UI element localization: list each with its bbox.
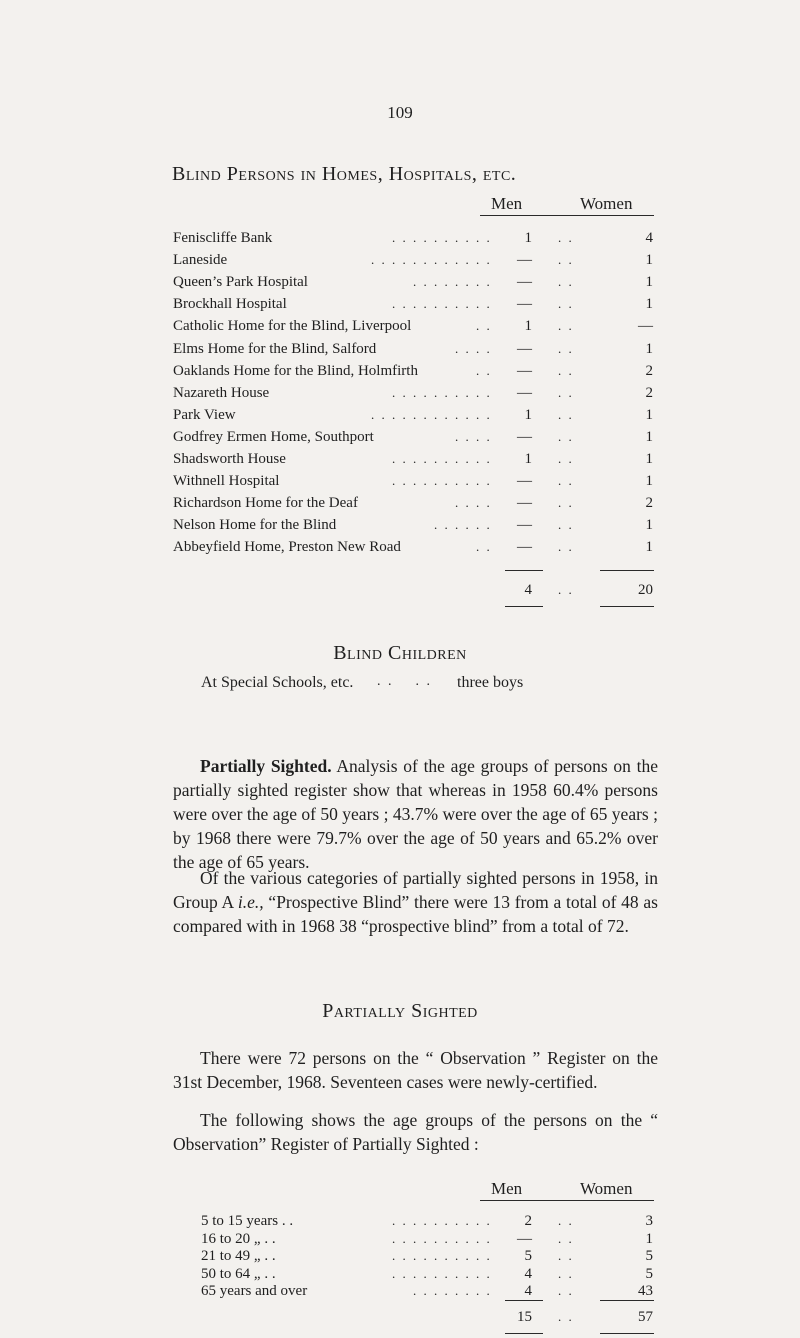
table-row [0,1230,800,1248]
row-men: — [517,428,532,445]
row-men: — [517,517,532,534]
row-men: — [517,274,532,291]
row-women: 1 [645,406,653,423]
row-leader-dots: . . . . . . . . . . [392,1265,492,1281]
row-men: — [517,362,532,379]
row-leader-dots: . . [476,539,492,555]
table2-total-men: 15 [517,1309,532,1325]
row-label: Laneside [173,252,228,269]
paragraph-text: Analysis of the age groups of persons on the partially sighted register show that whereas in 1958 60.4% persons were over the age of 50 years ; 43.7% were over the age of 65 years ; by 1968 there were 79.7% over the age of 50 years and 65.2% over the age of 65 years. [173,756,658,872]
table1-title: Blind Persons in Homes, Hospitals, etc. [172,163,517,185]
row-men: — [517,495,532,512]
table1-total-dots: . . [558,582,574,597]
row-men: 2 [524,1213,532,1229]
row-women: 4 [645,230,653,246]
table-row [0,516,800,534]
row-men: 1 [524,318,532,335]
table-row [0,1212,800,1230]
row-label: Queen’s Park Hospital [173,274,308,291]
table1-col-women: Women [580,194,633,213]
table-row [0,1282,800,1300]
row-women: — [638,318,653,335]
row-leader-dots: . . . . . . . . . . [392,1213,492,1228]
row-men: — [517,539,532,556]
row-label: 50 to 64 „ . . [201,1265,276,1282]
row-label: Richardson Home for the Deaf [173,495,358,512]
table1-total-men: 4 [524,582,532,598]
paragraph-observation-register [173,1046,658,1094]
table-row [0,1265,800,1283]
row-leader-dots: . . . . . . . . . . [392,230,492,245]
paragraph-text: The following shows the age groups of the persons on the “ Observation” Register of Partially Sighted : [173,1110,658,1154]
row-label: Nelson Home for the Blind [173,517,337,534]
row-leader-dots: . . . . . . [434,517,492,533]
row-men: 1 [524,406,532,423]
section-partially-sighted-title: Partially Sighted [322,1000,478,1022]
row-women: 1 [645,517,653,534]
table-row [0,494,800,512]
row-mid-dots: . . [558,362,574,378]
table-row [0,472,800,490]
paragraph-pre: Of the various categories of partially sighted persons in 1958, in Group A [173,868,658,912]
row-leader-dots: . . . . . . . . . . [392,384,492,400]
row-women: 1 [645,539,653,556]
row-women: 1 [645,296,653,313]
row-mid-dots: . . [558,384,574,400]
row-leader-dots: . . [476,362,492,378]
row-label: Catholic Home for the Blind, Liverpool [173,318,412,335]
table-row [0,229,800,247]
row-mid-dots: . . [558,495,574,511]
row-leader-dots: . . . . . . . . . . . . [371,252,492,268]
row-leader-dots: . . . . . . . . . . [392,296,492,312]
row-women: 5 [645,1265,653,1282]
table1-total-women: 20 [638,582,653,598]
row-men: — [517,1230,532,1247]
row-mid-dots: . . [558,340,574,356]
row-mid-dots: . . [558,1213,574,1228]
row-mid-dots: . . [558,428,574,444]
row-men: 5 [524,1248,532,1264]
row-women: 1 [645,340,653,357]
row-mid-dots: . . [558,230,574,245]
blind-children-title: Blind Children [333,642,467,664]
table-row [0,251,800,269]
row-leader-dots: . . . . [455,495,492,511]
row-mid-dots: . . [558,274,574,290]
row-men: 1 [524,451,532,467]
table2-bottom-rule-women [600,1333,654,1334]
table2-total-rule-women [600,1300,654,1301]
row-women: 1 [645,1230,653,1247]
row-label: 5 to 15 years . . [201,1213,294,1229]
table-row [0,406,800,424]
table1-bottom-rule-women [600,606,654,607]
row-leader-dots: . . . . . . . . [413,1283,492,1298]
row-label: 21 to 49 „ . . [201,1248,276,1264]
paragraph-partially-sighted-analysis [173,754,658,874]
row-men: 1 [524,230,532,246]
row-women: 43 [638,1283,653,1299]
row-mid-dots: . . [558,1283,574,1298]
row-mid-dots: . . [558,252,574,268]
table-row [0,450,800,468]
paragraph-ie: i.e., [237,892,264,912]
paragraph-text: There were 72 persons on the “ Observation ” Register on the 31st December, 1968. Seventeen cases were newly-certified. [173,1048,658,1092]
row-women: 1 [645,451,653,467]
row-mid-dots: . . [558,318,574,334]
row-label: 16 to 20 „ . . [201,1230,276,1247]
table2-bottom-rule-men [505,1333,543,1334]
row-label: Oaklands Home for the Blind, Holmfirth [173,362,418,379]
row-label: Brockhall Hospital [173,296,287,313]
table-row [0,340,800,358]
blind-children-label: At Special Schools, etc. [201,674,354,691]
table-row [0,1247,800,1265]
paragraph-age-groups-intro [173,1108,658,1156]
row-women: 2 [645,384,653,401]
row-men: — [517,473,532,490]
table2-total-rule-men [505,1300,543,1301]
row-mid-dots: . . [558,451,574,466]
row-leader-dots: . . . . . . . . [413,274,492,290]
paragraph-post: “Prospective Blind” there were 13 from a total of 48 as compared with in 1968 38 “prospective blind” from a total of 72. [173,892,658,936]
row-leader-dots: . . . . . . . . . . [392,473,492,489]
table-row [0,362,800,380]
table2-col-men: Men [491,1179,523,1198]
row-men: — [517,296,532,313]
row-women: 1 [645,473,653,490]
table2-total-dots: . . [558,1309,574,1324]
table1-header-rule [480,215,654,216]
table-row [0,384,800,402]
row-women: 1 [645,274,653,291]
paragraph-categories [173,866,658,938]
row-women: 2 [645,362,653,379]
blind-children-value: three boys [457,674,524,691]
row-leader-dots: . . . . [455,340,492,356]
blind-children-dots: . . . . [377,674,432,689]
row-men: — [517,340,532,357]
table2-total-row [0,1308,800,1326]
row-label: Withnell Hospital [173,473,280,490]
row-label: Nazareth House [173,384,270,401]
row-leader-dots: . . . . . . . . . . . . [371,406,492,422]
row-label: Godfrey Ermen Home, Southport [173,428,374,445]
table2-col-women: Women [580,1179,633,1198]
row-women: 5 [645,1248,653,1264]
table-row [0,317,800,335]
row-label: Abbeyfield Home, Preston New Road [173,539,401,556]
row-label: Park View [173,406,236,423]
table1-total-row [0,581,800,599]
row-mid-dots: . . [558,406,574,422]
table-row [0,428,800,446]
row-men: — [517,384,532,401]
row-mid-dots: . . [558,296,574,312]
row-leader-dots: . . . . . . . . . . [392,451,492,466]
row-women: 2 [645,495,653,512]
table2-header-rule [480,1200,654,1201]
row-women: 1 [645,252,653,269]
row-label: Elms Home for the Blind, Salford [173,340,377,357]
row-leader-dots: . . . . [455,428,492,444]
row-label: Feniscliffe Bank [173,230,273,246]
row-mid-dots: . . [558,1248,574,1263]
row-men: 4 [524,1265,532,1282]
row-leader-dots: . . . . . . . . . . [392,1248,492,1263]
row-men: — [517,252,532,269]
table2-total-women: 57 [638,1309,653,1325]
table-row [0,273,800,291]
page-number: 109 [387,103,413,122]
row-label: 65 years and over [201,1283,308,1299]
table-row [0,538,800,556]
row-men: 4 [524,1283,532,1299]
row-leader-dots: . . [476,318,492,334]
table-row [0,295,800,313]
table1-total-rule-men [505,570,543,571]
paragraph-lead: Partially Sighted. [200,756,332,776]
table1-total-rule-women [600,570,654,571]
row-mid-dots: . . [558,473,574,489]
row-mid-dots: . . [558,1265,574,1281]
table1-bottom-rule-men [505,606,543,607]
row-mid-dots: . . [558,539,574,555]
row-label: Shadsworth House [173,451,286,467]
row-mid-dots: . . [558,517,574,533]
row-women: 1 [645,428,653,445]
row-leader-dots: . . . . . . . . . . [392,1230,492,1246]
table1-col-men: Men [491,194,523,213]
row-women: 3 [645,1213,653,1229]
row-mid-dots: . . [558,1230,574,1246]
